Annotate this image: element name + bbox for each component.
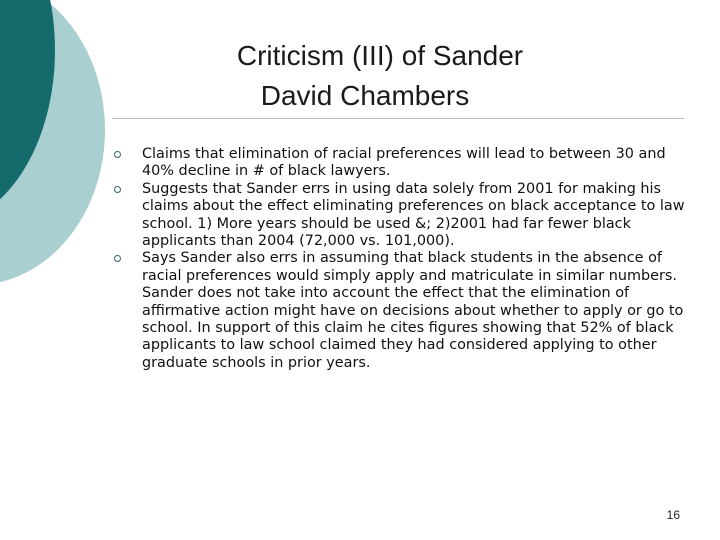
slide-title-line-1: Criticism (III) of Sander (236, 40, 524, 71)
bullet-item (112, 250, 687, 372)
bullet-circle-icon (114, 255, 121, 262)
bullet-text: Says Sander also errs in assuming that black students in the absence of racial preferences would simply apply and matriculate in similar numbers. Sander does not take into account the effect that the elimination of affirmative action might have on decisions about whether to apply or go to school. In support of this claim he cites figures showing that 52% of black applicants to law school claimed they had considered applying to other graduate schools in prior years. (142, 250, 684, 371)
bullet-circle-icon (114, 186, 121, 193)
title-divider (112, 118, 684, 119)
bullet-item (112, 146, 687, 181)
bullet-circle-icon (114, 151, 121, 158)
slide-title (150, 36, 610, 116)
bullet-item (112, 181, 687, 251)
bullet-text: Claims that elimination of racial preferences will lead to between 30 and 40% decline in # of black lawyers. (142, 146, 666, 180)
bullet-text: Suggests that Sander errs in using data solely from 2001 for making his claims about the effect eliminating preferences on black acceptance to law school. 1) More years should be used &; 2)2001 had far fewer black applicants than 2004 (72,000 vs. 101,000). (142, 180, 685, 250)
page-number: 16 (666, 508, 680, 522)
bullet-list (112, 146, 687, 372)
slide-title-line-2: David Chambers (260, 80, 470, 111)
